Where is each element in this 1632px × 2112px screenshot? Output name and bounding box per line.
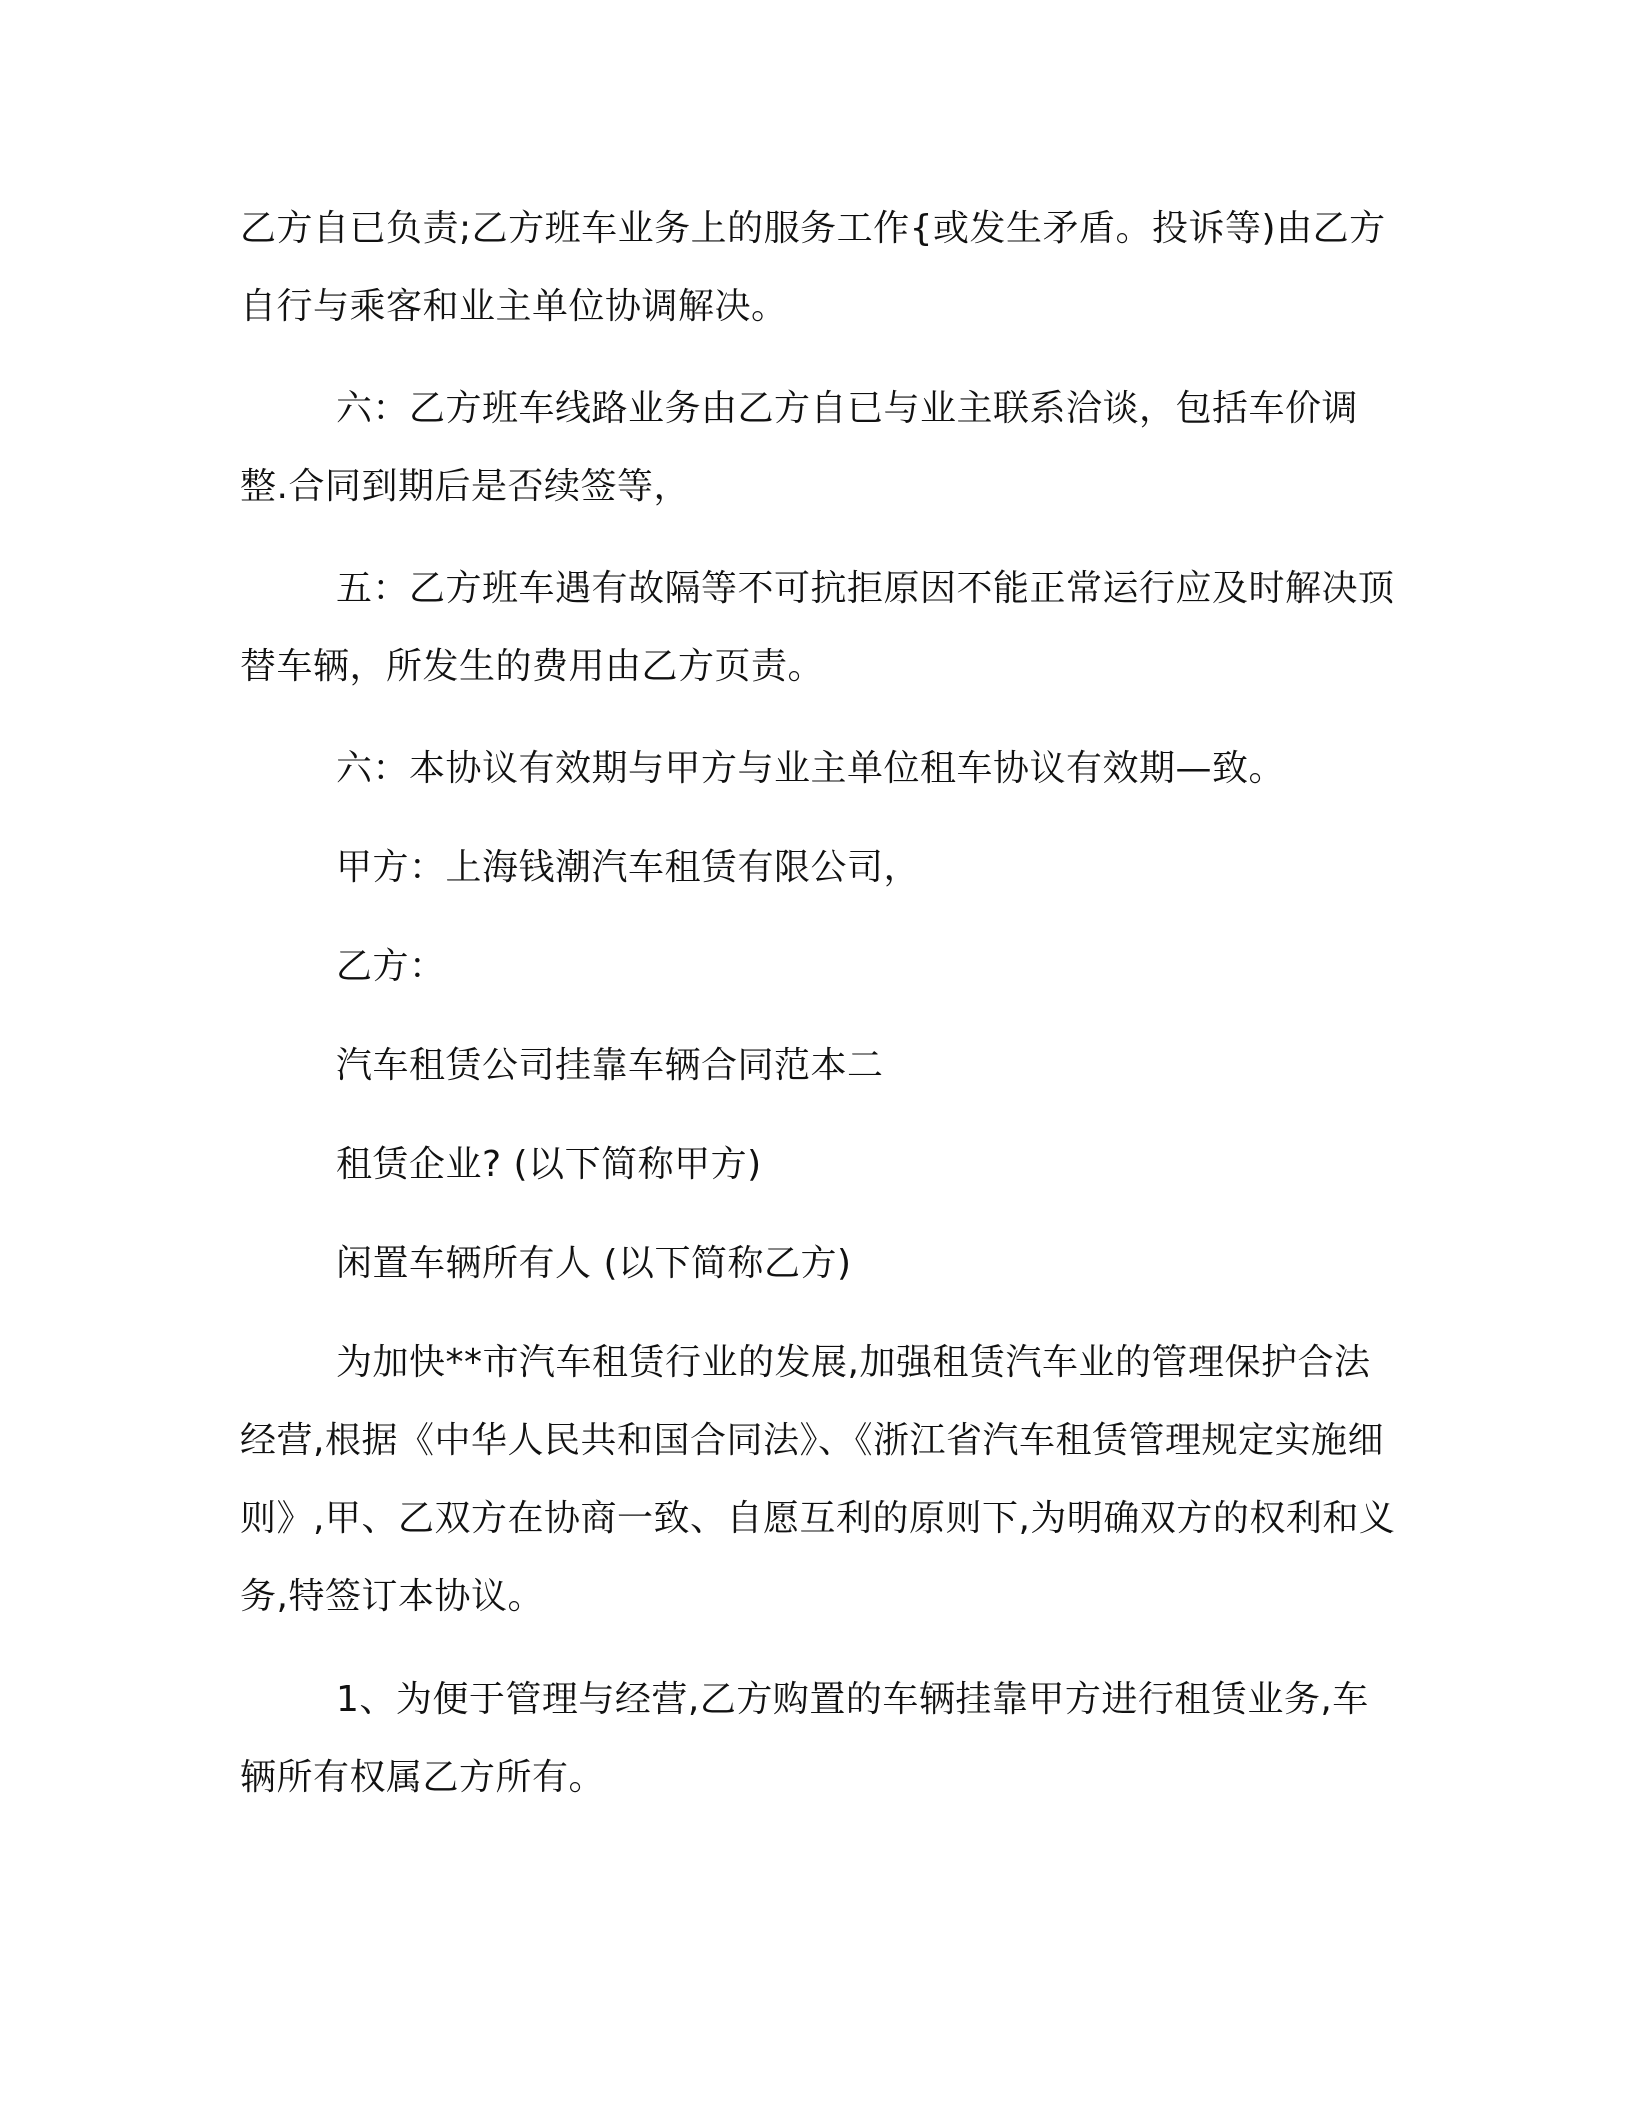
party-a-line: 甲方：上海钱潮汽车租赁有限公司， (336, 847, 921, 888)
paragraph-clause-five-breakdown: 五：乙方班车遇有故隔等不可抗拒原因不能正常运行应及时解决顶替车辆，所发生的费用由乙方页责。 (240, 568, 1395, 687)
contract-two-title: 汽车租赁公司挂靠车辆合同范本二 (336, 1045, 884, 1086)
clause-one-paragraph: 1、为便于管理与经营,乙方购置的车辆挂靠甲方进行租赁业务,车辆所有权属乙方所有。 (240, 1679, 1369, 1798)
party-b-line: 乙方： (336, 946, 446, 987)
preamble-paragraph: 为加快**市汽车租赁行业的发展,加强租赁汽车业的管理保护合法经营,根据《中华人民共和国合同法》、《浙江省汽车租赁管理规定实施细则》,甲、乙双方在协商一致、自愿互利的原则下,为明确双方的权利和义务,特签订本协议。 (240, 1342, 1396, 1617)
party-b-definition: 闲置车辆所有人 (以下简称乙方) (336, 1243, 852, 1284)
document-body (240, 190, 1400, 1817)
paragraph-clause-six-route: 六：乙方班车线路业务由乙方自已与业主联系洽谈，包括车价调整.合同到期后是否续签等， (240, 388, 1359, 507)
paragraph-clause-six-validity: 六：本协议有效期与甲方与业主单位租车协议有效期—致。 (336, 748, 1286, 789)
paragraph-continuation: 乙方自已负责;乙方班车业务上的服务工作{或发生矛盾。投诉等)由乙方自行与乘客和业主单位协调解决。 (240, 208, 1386, 327)
party-a-definition: 租赁企业? (以下简称甲方) (336, 1144, 762, 1185)
